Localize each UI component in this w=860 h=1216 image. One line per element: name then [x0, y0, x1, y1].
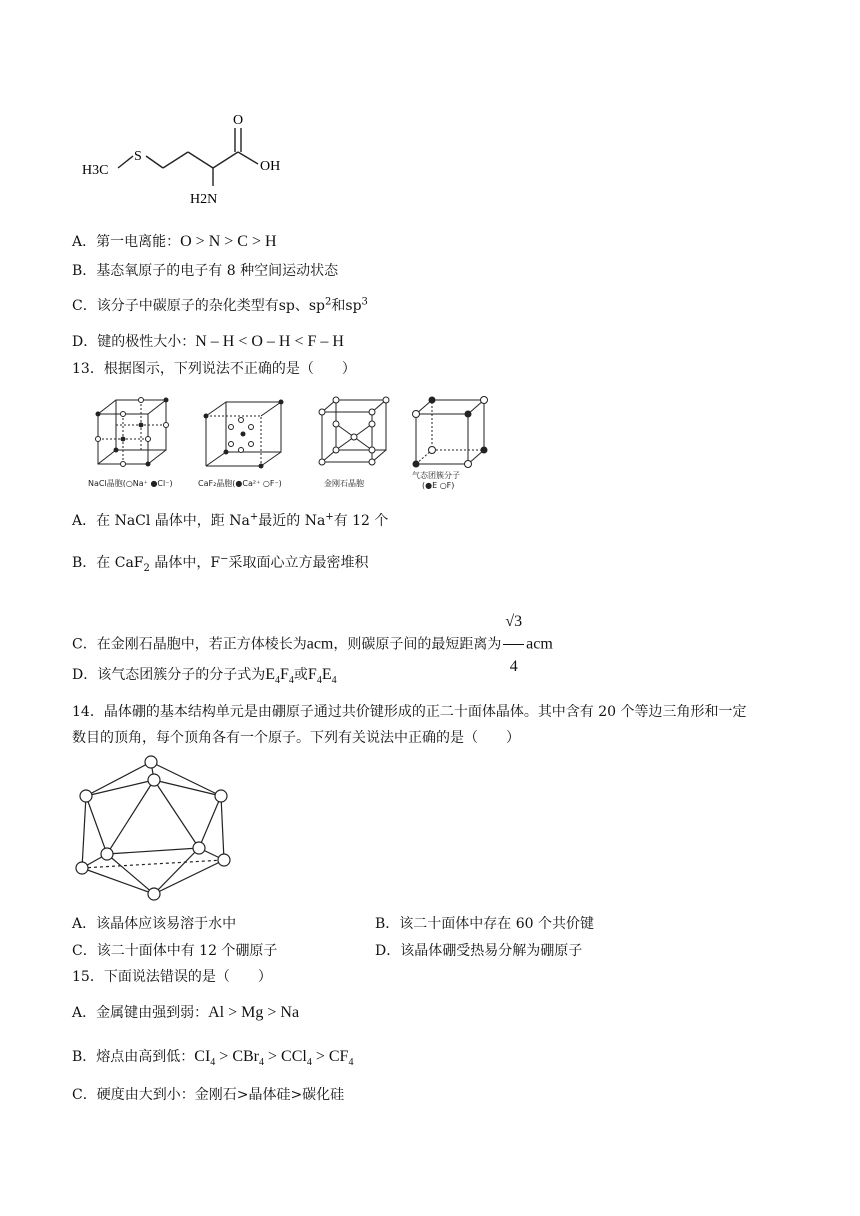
diamond-caption: 金刚石晶胞 — [324, 479, 364, 488]
sqrt3-over-4-fraction: $\frac{√3}{4}$ — [503, 600, 524, 689]
oh-label: OH — [260, 159, 281, 174]
methionine-structure — [78, 108, 308, 218]
nacl-cell-figure — [98, 400, 166, 464]
q12-option-c: C．该分子中碳原子的杂化类型有sp、$sp^2$和$sp^3$ — [72, 296, 368, 314]
h2n-label: H2N — [190, 192, 218, 207]
q14-stem-line2: 数目的顶角，每个顶角各有一个原子。下列有关说法中正确的是（ ） — [72, 730, 520, 746]
q13-option-d: D．该气态团簇分子的分子式为$E_4F_4$或$F_4E_4$ — [72, 666, 337, 687]
q14-option-d: D．该晶体硼受热易分解为硼原子 — [375, 943, 583, 959]
q15-option-b: B．熔点由高到低：$CI_4 > CBr_4 > CCl_4 > CF_4$ — [72, 1048, 354, 1069]
icosahedron-figure — [74, 752, 244, 902]
q14-stem-line1: 14．晶体硼的基本结构单元是由硼原子通过共价键形成的正二十面体晶体。其中含有 20 个等边三角形和一定 — [72, 704, 747, 720]
nacl-caption: NaCl晶胞(○Na⁺ ●Cl⁻) — [88, 479, 173, 488]
q13-option-c: C．在金刚石晶胞中，若正方体棱长为acm，则碳原子间的最短距离为 $\frac{√3}{4}$ acm — [72, 600, 553, 689]
o-label: O — [233, 113, 244, 128]
q15-option-c: C．硬度由大到小：金刚石>晶体硅>碳化硅 — [72, 1087, 345, 1103]
q12-option-a: A．第一电离能：O > N > C > H — [72, 233, 277, 250]
melting-point-order: $CI_4 > CBr_4 > CCl_4 > CF_4$ — [194, 1048, 354, 1069]
h3c-label: H3C — [82, 163, 109, 178]
q15-stem: 15．下面说法错误的是（ ） — [72, 969, 272, 985]
q14-option-a: A．该晶体应该易溶于水中 — [72, 916, 237, 932]
q12-option-d: D．键的极性大小：N – H < O – H < F – H — [72, 333, 344, 350]
q14-option-c: C．该二十面体中有 12 个硼原子 — [72, 943, 278, 959]
caf2-caption: CaF₂晶胞(●Ca²⁺ ○F⁻) — [198, 479, 282, 488]
q15-option-a: A．金属键由强到弱：Al > Mg > Na — [72, 1004, 300, 1021]
crystal-figures — [86, 392, 506, 492]
s-label: S — [134, 149, 142, 164]
gas-cluster-caption: 气态团簇分子 — [412, 471, 460, 480]
gas-cluster-figure — [416, 400, 484, 464]
q14-option-b: B．该二十面体中存在 60 个共价键 — [375, 916, 595, 932]
diamond-cell-figure — [322, 400, 386, 462]
q13-stem: 13．根据图示，下列说法不正确的是（ ） — [72, 361, 356, 377]
q13-option-a: A．在 NaCl 晶体中，距 Na+最近的 Na+有 12 个 — [72, 511, 389, 529]
q13-option-b: B．在 CaF$_2$ 晶体中，F−采取面心立方最密堆积 — [72, 553, 369, 574]
gas-cluster-legend: (●E ○F) — [422, 481, 455, 490]
q12-option-b: B．基态氧原子的电子有 8 种空间运动状态 — [72, 263, 339, 279]
